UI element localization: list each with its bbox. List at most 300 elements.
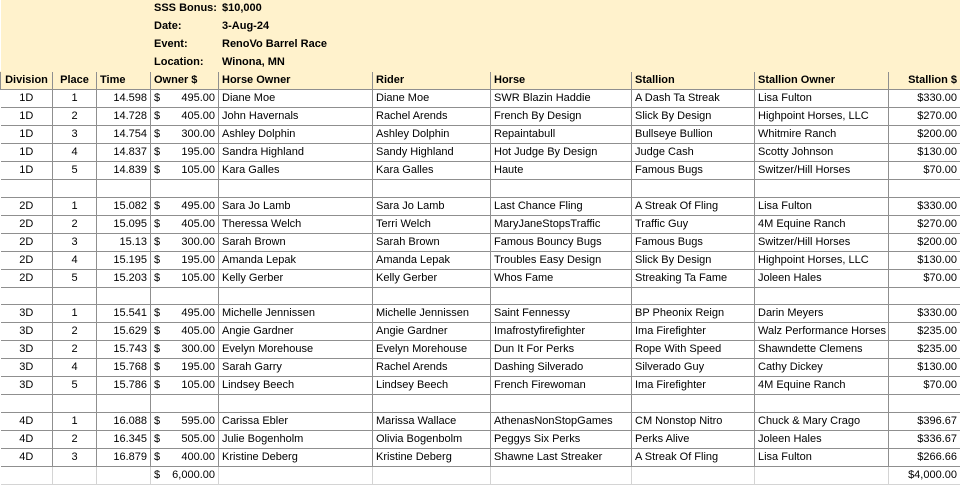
empty-cell[interactable] [491,180,632,198]
cell-place[interactable]: 2 [53,341,97,359]
col-stallion-owner[interactable]: Stallion Owner [755,72,889,90]
col-division[interactable]: Division [1,72,53,90]
date-value: 3-Aug-24 [219,18,373,36]
owner-amount-value: 495.00 [181,92,215,104]
cell-stallion-amount[interactable]: $270.00 [889,215,960,233]
cell-horse[interactable]: French Firewoman [491,377,632,395]
table-row [1,412,960,430]
cell-stallion-amount[interactable]: $70.00 [889,162,960,180]
empty-cell[interactable] [219,287,373,305]
currency-symbol: $ [154,361,161,373]
owner-amount-value: 300.00 [181,235,215,248]
cell-horse-owner[interactable]: Diane Moe [219,90,373,108]
cell-stallion[interactable]: Ima Firefighter [632,323,755,341]
cell-place[interactable]: 4 [53,359,97,377]
cell-owner-amount[interactable] [151,377,219,395]
cell-time[interactable]: 15.082 [97,197,151,215]
cell-owner-amount[interactable] [151,126,219,144]
table-row [1,162,960,180]
cell-horse[interactable]: Repaintabull [491,126,632,144]
cell-division[interactable]: 3D [1,341,53,359]
table-row [1,359,960,377]
table-row [1,377,960,395]
cell-stallion-amount[interactable]: $336.67 [889,430,960,448]
cell-stallion[interactable]: Rope With Speed [632,341,755,359]
col-place[interactable]: Place [53,72,97,90]
table-row [1,215,960,233]
cell-rider[interactable]: Diane Moe [373,90,491,108]
cell-owner-amount[interactable] [151,412,219,430]
cell-horse-owner[interactable]: Sarah Garry [219,359,373,377]
empty-cell[interactable] [491,287,632,305]
col-stallion[interactable]: Stallion [632,72,755,90]
cell-stallion-amount[interactable]: $235.00 [889,341,960,359]
table-row [1,341,960,359]
cell-place[interactable]: 1 [53,412,97,430]
table-row [1,269,960,287]
cell-rider[interactable]: Evelyn Morehouse [373,341,491,359]
cell-place[interactable]: 1 [53,197,97,215]
location-label: Location: [151,54,219,72]
cell-owner-amount[interactable] [151,430,219,448]
cell-horse-owner[interactable]: Angie Gardner [219,323,373,341]
cell-horse-owner[interactable]: Carissa Ebler [219,412,373,430]
cell-owner-amount[interactable] [151,251,219,269]
currency-symbol: $ [154,450,161,463]
cell-rider[interactable]: Marissa Wallace [373,412,491,430]
cell-place[interactable]: 2 [53,430,97,448]
cell-time[interactable]: 14.754 [97,126,151,144]
cell-horse-owner[interactable]: Lindsey Beech [219,377,373,395]
cell-stallion-amount[interactable]: $70.00 [889,377,960,395]
cell-stallion[interactable]: Famous Bugs [632,162,755,180]
cell-stallion-amount[interactable]: $330.00 [889,197,960,215]
cell-time[interactable]: 14.728 [97,108,151,126]
cell-owner-amount[interactable] [151,305,219,323]
owner-amount-value: 195.00 [181,146,215,158]
cell-stallion-owner[interactable]: Switzer/Hill Horses [755,162,889,180]
empty-cell[interactable] [151,395,219,413]
bonus-label: SSS Bonus: [151,0,219,18]
cell-rider[interactable]: Amanda Lepak [373,251,491,269]
currency-symbol: $ [154,235,161,248]
cell-owner-amount[interactable] [151,233,219,251]
cell-horse[interactable]: Famous Bouncy Bugs [491,233,632,251]
cell-horse-owner[interactable]: Sandra Highland [219,144,373,162]
table-row [1,126,960,144]
owner-amount-value: 300.00 [181,343,215,355]
cell-division[interactable]: 3D [1,359,53,377]
table-row [1,90,960,108]
empty-cell[interactable] [1,395,53,413]
cell-owner-amount[interactable] [151,162,219,180]
empty-cell[interactable] [97,180,151,198]
currency-symbol: $ [154,432,161,445]
cell-stallion-owner[interactable]: Highpoint Horses, LLC [755,108,889,126]
currency-symbol: $ [154,92,161,104]
col-stallion-amount[interactable]: Stallion $ [889,72,960,90]
empty-cell[interactable] [632,180,755,198]
empty-cell[interactable] [97,287,151,305]
cell-stallion-owner[interactable]: Darin Meyers [755,305,889,323]
cell-owner-amount[interactable] [151,144,219,162]
cell-stallion[interactable]: Perks Alive [632,430,755,448]
cell-stallion[interactable]: CM Nonstop Nitro [632,412,755,430]
cell-place[interactable]: 3 [53,448,97,466]
empty-cell[interactable] [53,287,97,305]
currency-symbol: $ [154,468,161,481]
cell-owner-amount[interactable] [151,269,219,287]
empty-cell[interactable] [151,180,219,198]
cell-place[interactable]: 5 [53,377,97,395]
date-label: Date: [151,18,219,36]
currency-symbol: $ [154,343,161,355]
cell-horse[interactable]: Saint Fennessy [491,305,632,323]
empty-cell[interactable] [889,395,960,413]
cell-rider[interactable]: Kelly Gerber [373,269,491,287]
cell-stallion[interactable]: Bullseye Bullion [632,126,755,144]
cell-place[interactable]: 5 [53,269,97,287]
cell-stallion-amount[interactable]: $130.00 [889,144,960,162]
empty-cell[interactable] [755,287,889,305]
owner-amount-value: 405.00 [181,217,215,230]
cell-division[interactable]: 3D [1,377,53,395]
cell-time[interactable]: 16.879 [97,448,151,466]
cell-place[interactable]: 1 [53,305,97,323]
cell-rider[interactable]: Terri Welch [373,215,491,233]
currency-symbol: $ [154,379,161,391]
cell-stallion[interactable]: Slick By Design [632,108,755,126]
cell-stallion[interactable]: Famous Bugs [632,233,755,251]
table-row [1,233,960,251]
owner-amount-value: 495.00 [181,199,215,212]
cell-stallion[interactable]: Judge Cash [632,144,755,162]
owner-amount-value: 300.00 [181,128,215,140]
cell-rider[interactable]: Angie Gardner [373,323,491,341]
empty-cell[interactable] [373,466,491,484]
cell-time[interactable]: 15.541 [97,305,151,323]
blank-row [1,287,960,305]
cell-horse[interactable]: AthenasNonStopGames [491,412,632,430]
cell-owner-amount[interactable] [151,197,219,215]
table-row [1,197,960,215]
cell-rider[interactable]: Sandy Highland [373,144,491,162]
cell-horse-owner[interactable]: Michelle Jennissen [219,305,373,323]
cell-time[interactable]: 14.598 [97,90,151,108]
cell-rider[interactable]: Sara Jo Lamb [373,197,491,215]
currency-symbol: $ [154,325,161,337]
cell-stallion-owner[interactable]: Shawndette Clemens [755,341,889,359]
owner-amount-value: 505.00 [181,432,215,445]
col-time[interactable]: Time [97,72,151,90]
cell-stallion-owner[interactable]: 4M Equine Ranch [755,377,889,395]
cell-horse-owner[interactable]: Kara Galles [219,162,373,180]
owner-amount-value: 405.00 [181,325,215,337]
currency-symbol: $ [154,253,161,266]
owner-amount-value: 105.00 [181,379,215,391]
cell-horse-owner[interactable]: Ashley Dolphin [219,126,373,144]
cell-stallion[interactable]: A Streak Of Fling [632,448,755,466]
currency-symbol: $ [154,128,161,140]
currency-symbol: $ [154,164,161,176]
empty-cell[interactable] [632,466,755,484]
empty-cell[interactable] [53,395,97,413]
cell-rider[interactable]: Ashley Dolphin [373,126,491,144]
cell-rider[interactable]: Kara Galles [373,162,491,180]
cell-stallion-owner[interactable]: Lisa Fulton [755,448,889,466]
cell-division[interactable]: 4D [1,412,53,430]
empty-cell[interactable] [53,180,97,198]
empty-cell[interactable] [373,395,491,413]
cell-horse[interactable]: SWR Blazin Haddie [491,90,632,108]
cell-stallion-amount[interactable]: $70.00 [889,269,960,287]
cell-time[interactable]: 16.345 [97,430,151,448]
cell-division[interactable]: 1D [1,126,53,144]
cell-stallion[interactable]: Silverado Guy [632,359,755,377]
table-row [1,108,960,126]
cell-time[interactable]: 15.768 [97,359,151,377]
cell-place[interactable]: 3 [53,126,97,144]
cell-place[interactable]: 3 [53,233,97,251]
blank-row [1,180,960,198]
col-horse[interactable]: Horse [491,72,632,90]
cell-stallion-amount[interactable]: $200.00 [889,233,960,251]
currency-symbol: $ [154,199,161,212]
cell-stallion-owner[interactable]: Lisa Fulton [755,90,889,108]
table-row [1,144,960,162]
currency-symbol: $ [154,271,161,284]
cell-horse-owner[interactable]: Sarah Brown [219,233,373,251]
cell-division[interactable]: 1D [1,108,53,126]
cell-stallion-amount[interactable]: $130.00 [889,251,960,269]
table-row [1,430,960,448]
cell-horse[interactable]: Dun It For Perks [491,341,632,359]
empty-cell[interactable] [53,466,97,484]
cell-division[interactable]: 2D [1,197,53,215]
currency-symbol: $ [154,110,161,122]
stallion-total[interactable]: $4,000.00 [889,466,960,484]
owner-amount-value: 195.00 [181,253,215,266]
cell-stallion-owner[interactable]: Whitmire Ranch [755,126,889,144]
empty-cell[interactable] [97,466,151,484]
cell-stallion-amount[interactable]: $330.00 [889,305,960,323]
cell-horse[interactable]: Imafrostyfirefighter [491,323,632,341]
cell-division[interactable]: 4D [1,430,53,448]
owner-total[interactable] [151,466,219,484]
cell-horse[interactable]: Troubles Easy Design [491,251,632,269]
cell-stallion-amount[interactable]: $200.00 [889,126,960,144]
cell-stallion-amount[interactable]: $130.00 [889,359,960,377]
cell-stallion-owner[interactable]: Lisa Fulton [755,197,889,215]
cell-time[interactable]: 15.743 [97,341,151,359]
cell-rider[interactable]: Michelle Jennissen [373,305,491,323]
location-value: Winona, MN [219,54,373,72]
blank-row [1,395,960,413]
info-row-bonus [1,0,960,18]
currency-symbol: $ [154,146,161,158]
owner-amount-value: 105.00 [181,271,215,284]
owner-amount-value: 405.00 [181,110,215,122]
empty-cell[interactable] [632,287,755,305]
cell-place[interactable]: 2 [53,215,97,233]
empty-cell[interactable] [373,180,491,198]
cell-horse[interactable]: Last Chance Fling [491,197,632,215]
cell-owner-amount[interactable] [151,323,219,341]
cell-division[interactable]: 1D [1,90,53,108]
empty-cell[interactable] [151,287,219,305]
empty-cell[interactable] [373,287,491,305]
col-rider[interactable]: Rider [373,72,491,90]
info-row-event [1,36,960,54]
owner-amount-value: 105.00 [181,164,215,176]
cell-stallion-owner[interactable]: Joleen Hales [755,430,889,448]
cell-horse-owner[interactable]: Kristine Deberg [219,448,373,466]
info-row-date [1,18,960,36]
cell-place[interactable]: 4 [53,144,97,162]
cell-horse[interactable]: Whos Fame [491,269,632,287]
cell-stallion-owner[interactable]: Highpoint Horses, LLC [755,251,889,269]
totals-row [1,466,960,484]
col-horse-owner[interactable]: Horse Owner [219,72,373,90]
cell-owner-amount[interactable] [151,215,219,233]
cell-owner-amount[interactable] [151,359,219,377]
cell-stallion[interactable]: A Streak Of Fling [632,197,755,215]
empty-cell[interactable] [219,180,373,198]
cell-stallion[interactable]: A Dash Ta Streak [632,90,755,108]
currency-symbol: $ [154,307,161,319]
cell-time[interactable]: 15.629 [97,323,151,341]
owner-amount-value: 195.00 [181,361,215,373]
cell-horse[interactable]: Hot Judge By Design [491,144,632,162]
event-label: Event: [151,36,219,54]
cell-place[interactable]: 5 [53,162,97,180]
empty-cell[interactable] [755,180,889,198]
table-row [1,448,960,466]
empty-cell[interactable] [755,395,889,413]
cell-owner-amount[interactable] [151,90,219,108]
cell-time[interactable]: 15.095 [97,215,151,233]
cell-division[interactable]: 3D [1,323,53,341]
cell-horse-owner[interactable]: John Havernals [219,108,373,126]
cell-stallion-owner[interactable]: Cathy Dickey [755,359,889,377]
cell-stallion-owner[interactable]: Walz Performance Horses [755,323,889,341]
cell-place[interactable]: 1 [53,90,97,108]
cell-owner-amount[interactable] [151,341,219,359]
cell-stallion-owner[interactable]: Scotty Johnson [755,144,889,162]
empty-cell[interactable] [219,466,373,484]
cell-place[interactable]: 4 [53,251,97,269]
cell-division[interactable]: 2D [1,233,53,251]
cell-stallion[interactable]: BP Pheonix Reign [632,305,755,323]
cell-rider[interactable]: Rachel Arends [373,108,491,126]
cell-time[interactable]: 15.195 [97,251,151,269]
currency-symbol: $ [154,217,161,230]
empty-cell[interactable] [1,466,53,484]
cell-horse[interactable]: MaryJaneStopsTraffic [491,215,632,233]
cell-stallion-owner[interactable]: Joleen Hales [755,269,889,287]
cell-horse[interactable]: Haute [491,162,632,180]
cell-horse-owner[interactable]: Kelly Gerber [219,269,373,287]
cell-horse[interactable]: Peggys Six Perks [491,430,632,448]
cell-rider[interactable]: Kristine Deberg [373,448,491,466]
cell-stallion[interactable]: Streaking Ta Fame [632,269,755,287]
empty-cell[interactable] [889,180,960,198]
empty-cell[interactable] [755,466,889,484]
cell-horse[interactable]: French By Design [491,108,632,126]
cell-stallion-amount[interactable]: $235.00 [889,323,960,341]
cell-division[interactable]: 2D [1,269,53,287]
cell-stallion-owner[interactable]: Chuck & Mary Crago [755,412,889,430]
cell-horse[interactable]: Dashing Silverado [491,359,632,377]
empty-cell[interactable] [1,287,53,305]
cell-rider[interactable]: Lindsey Beech [373,377,491,395]
cell-horse[interactable]: Shawne Last Streaker [491,448,632,466]
cell-time[interactable]: 15.786 [97,377,151,395]
empty-cell[interactable] [632,395,755,413]
empty-cell[interactable] [1,180,53,198]
cell-division[interactable]: 2D [1,215,53,233]
cell-horse-owner[interactable]: Julie Bogenholm [219,430,373,448]
bonus-value: $10,000 [219,0,373,18]
cell-time[interactable]: 14.839 [97,162,151,180]
cell-horse-owner[interactable]: Theressa Welch [219,215,373,233]
cell-owner-amount[interactable] [151,108,219,126]
owner-amount-value: 495.00 [181,307,215,319]
cell-stallion-owner[interactable]: 4M Equine Ranch [755,215,889,233]
cell-rider[interactable]: Rachel Arends [373,359,491,377]
cell-division[interactable]: 1D [1,162,53,180]
empty-cell[interactable] [491,395,632,413]
empty-cell[interactable] [889,287,960,305]
table-row [1,323,960,341]
currency-symbol: $ [154,414,161,427]
table-row [1,305,960,323]
cell-stallion-amount[interactable]: $266.66 [889,448,960,466]
cell-place[interactable]: 2 [53,323,97,341]
cell-rider[interactable]: Sarah Brown [373,233,491,251]
column-header-row [1,72,960,90]
cell-stallion-amount[interactable]: $330.00 [889,90,960,108]
cell-place[interactable]: 2 [53,108,97,126]
cell-division[interactable]: 3D [1,305,53,323]
cell-horse-owner[interactable]: Amanda Lepak [219,251,373,269]
cell-time[interactable]: 14.837 [97,144,151,162]
col-owner-amount[interactable]: Owner $ [151,72,219,90]
info-row-location [1,54,960,72]
cell-stallion-owner[interactable]: Switzer/Hill Horses [755,233,889,251]
cell-time[interactable]: 15.203 [97,269,151,287]
cell-stallion-amount[interactable]: $270.00 [889,108,960,126]
cell-horse-owner[interactable]: Evelyn Morehouse [219,341,373,359]
cell-time[interactable]: 15.13 [97,233,151,251]
cell-division[interactable]: 4D [1,448,53,466]
empty-cell[interactable] [491,466,632,484]
cell-rider[interactable]: Olivia Bogenbolm [373,430,491,448]
cell-stallion[interactable]: Slick By Design [632,251,755,269]
empty-cell[interactable] [97,395,151,413]
cell-owner-amount[interactable] [151,448,219,466]
cell-time[interactable]: 16.088 [97,412,151,430]
cell-stallion[interactable]: Ima Firefighter [632,377,755,395]
owner-amount-value: 400.00 [181,450,215,463]
cell-division[interactable]: 2D [1,251,53,269]
table-row [1,251,960,269]
cell-stallion-amount[interactable]: $396.67 [889,412,960,430]
cell-stallion[interactable]: Traffic Guy [632,215,755,233]
cell-division[interactable]: 1D [1,144,53,162]
empty-cell[interactable] [219,395,373,413]
cell-horse-owner[interactable]: Sara Jo Lamb [219,197,373,215]
